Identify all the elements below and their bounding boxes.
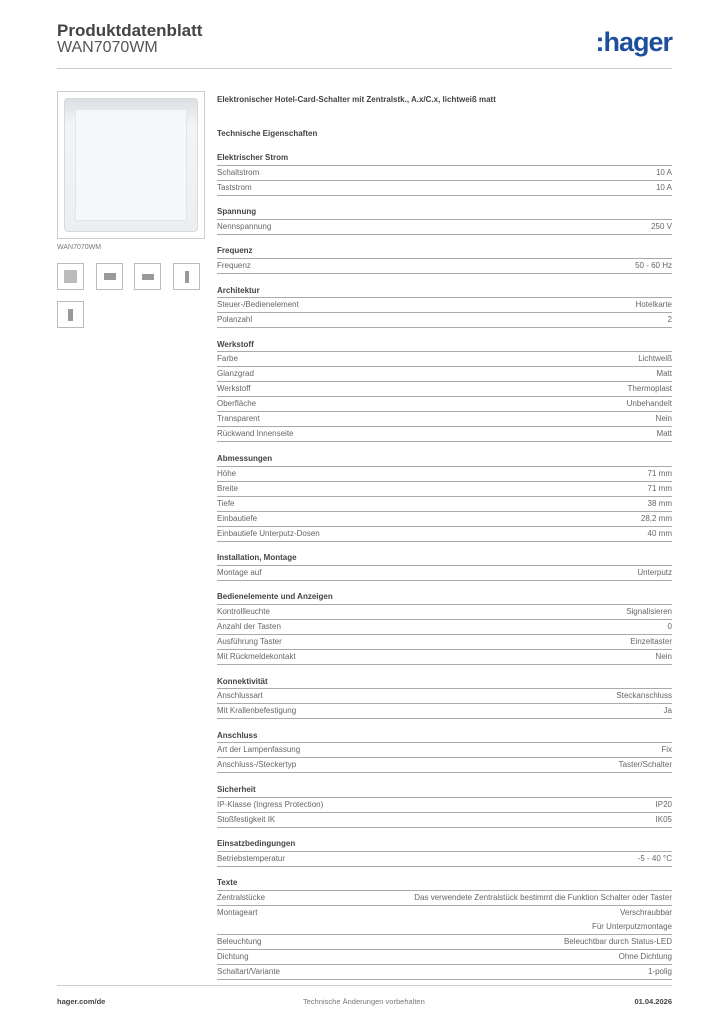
spec-row (217, 950, 672, 965)
spec-label: Ausführung Taster (217, 637, 282, 646)
spec-label: IP-Klasse (Ingress Protection) (217, 799, 324, 809)
product-image (57, 91, 205, 239)
spec-value: Ja (663, 706, 672, 716)
spec-label: Oberfläche (217, 399, 257, 409)
spec-row (217, 965, 672, 980)
spec-label: Schaltstrom (217, 167, 260, 177)
spec-value: IP20 (655, 799, 672, 809)
spec-section (217, 551, 672, 581)
spec-label: Höhe (217, 468, 237, 478)
spec-value: Matt (656, 429, 672, 439)
section-heading: Abmessungen (217, 452, 672, 467)
spec-value: 71 mm (647, 468, 672, 478)
spec-value: Einzeltaster (630, 637, 672, 646)
spec-label: Anzahl der Tasten (217, 622, 281, 631)
spec-row (217, 689, 672, 704)
section-heading: Texte (217, 876, 672, 891)
spec-label: Kontrollleuchte (217, 607, 270, 616)
footer-notice: Technische Änderungen vorbehalten (303, 997, 425, 1006)
section-heading: Spannung (217, 205, 672, 220)
section-heading: Anschluss (217, 729, 672, 744)
spec-row (217, 497, 672, 512)
spec-label: Nennspannung (217, 221, 272, 231)
spec-row (217, 181, 672, 196)
spec-value: Unbehandelt (626, 399, 672, 409)
spec-section (217, 244, 672, 274)
section-heading: Werkstoff (217, 338, 672, 353)
spec-value: 0 (667, 622, 672, 631)
spec-value: -5 - 40 °C (637, 853, 672, 863)
spec-value: Ohne Dichtung (618, 951, 672, 961)
spec-row (217, 298, 672, 313)
spec-row (217, 704, 672, 719)
spec-label: Betriebstemperatur (217, 853, 286, 863)
spec-row (217, 166, 672, 181)
spec-row (217, 620, 672, 635)
spec-label: Beleuchtung (217, 936, 262, 946)
section-heading: Installation, Montage (217, 551, 672, 566)
spec-value: 2 (667, 315, 672, 325)
spec-value: Matt (656, 369, 672, 379)
tech-heading: Technische Eigenschaften (217, 129, 318, 138)
thumbnail-bottom-view[interactable] (134, 263, 161, 290)
spec-label: Tiefe (217, 498, 235, 508)
spec-row (217, 427, 672, 442)
spec-value: Beleuchtbar durch Status-LED (563, 936, 672, 946)
spec-value: Taster/Schalter (618, 760, 672, 770)
spec-section (217, 284, 672, 329)
spec-label: Art der Lampenfassung (217, 745, 301, 755)
spec-row (217, 412, 672, 427)
spec-value: 10 A (655, 167, 672, 177)
spec-value: Unterputz (637, 567, 672, 577)
footer-website[interactable]: hager.com/de (57, 997, 106, 1006)
spec-row (217, 891, 672, 906)
spec-section (217, 783, 672, 828)
spec-section (217, 452, 672, 542)
product-description: Elektronischer Hotel-Card-Schalter mit Zentralstk., A.x/C.x, lichtweiß matt (217, 95, 496, 104)
spec-value: Fix (661, 745, 672, 755)
footer-date: 01.04.2026 (634, 997, 672, 1006)
thumbnail-front-view[interactable] (57, 263, 84, 290)
spec-row (217, 382, 672, 397)
spec-value: 250 V (651, 221, 672, 231)
thumbnail-top-view[interactable] (96, 263, 123, 290)
section-heading: Einsatzbedingungen (217, 837, 672, 852)
section-heading: Elektrischer Strom (217, 151, 672, 166)
spec-value: Das verwendete Zentralstück bestimmt die Funktion Schalter oder Taster (414, 892, 672, 902)
spec-label: Werkstoff (217, 384, 251, 394)
spec-label: Transparent (217, 414, 260, 424)
spec-row (217, 813, 672, 828)
spec-section (217, 675, 672, 720)
spec-value: Steckanschluss (616, 691, 672, 701)
spec-row (217, 352, 672, 367)
spec-value: Hotelkarte (635, 300, 672, 310)
spec-row (217, 605, 672, 620)
spec-value: Nein (655, 414, 672, 424)
thumbnail-side-left-view[interactable] (57, 301, 84, 328)
section-heading: Architektur (217, 284, 672, 299)
hager-logo: :hager (595, 27, 672, 57)
spec-row (217, 935, 672, 950)
spec-row (217, 527, 672, 542)
spec-sections (217, 151, 672, 980)
spec-label: Breite (217, 483, 238, 493)
spec-value: Thermoplast (627, 384, 672, 394)
spec-label: Farbe (217, 354, 238, 364)
spec-value: 1-polig (647, 966, 672, 976)
spec-value: 28,2 mm (640, 513, 672, 523)
spec-label: Rückwand Innenseite (217, 429, 294, 439)
spec-label: Montageart (217, 907, 258, 917)
image-caption: WAN7070WM (57, 244, 102, 251)
spec-section (217, 205, 672, 235)
spec-label: Dichtung (217, 951, 249, 961)
spec-row (217, 467, 672, 482)
spec-row (217, 743, 672, 758)
section-heading: Konnektivität (217, 675, 672, 690)
spec-section (217, 729, 672, 774)
spec-row (217, 852, 672, 867)
spec-value: 38 mm (647, 498, 672, 508)
spec-label: Schaltart/Variante (217, 966, 280, 976)
spec-value: 40 mm (647, 528, 672, 538)
spec-row (217, 259, 672, 274)
spec-label: Montage auf (217, 567, 262, 577)
spec-value: 10 A (655, 182, 672, 192)
section-heading: Bedienelemente und Anzeigen (217, 590, 672, 605)
spec-label: Anschluss-/Steckertyp (217, 760, 297, 770)
spec-label: Steuer-/Bedienelement (217, 300, 299, 310)
spec-value: 50 - 60 Hz (635, 261, 672, 271)
spec-label: Taststrom (217, 182, 252, 192)
spec-label: Anschlussart (217, 691, 263, 701)
product-code: WAN7070WM (57, 39, 158, 56)
section-heading: Frequenz (217, 244, 672, 259)
spec-section (217, 876, 672, 980)
spec-label: Einbautiefe Unterputz-Dosen (217, 528, 320, 538)
footer-divider (57, 985, 672, 986)
spec-row (217, 313, 672, 328)
spec-label: Mit Rückmeldekontakt (217, 652, 296, 661)
spec-row (217, 650, 672, 665)
page-title: Produktdatenblatt (57, 21, 203, 40)
spec-section (217, 837, 672, 867)
spec-label: Einbautiefe (217, 513, 258, 523)
section-heading: Sicherheit (217, 783, 672, 798)
spec-label: Zentralstücke (217, 892, 266, 902)
thumbnail-side-right-view[interactable] (173, 263, 200, 290)
spec-value: Signalisieren (626, 607, 672, 616)
spec-section (217, 590, 672, 665)
spec-row (217, 397, 672, 412)
spec-label: Stoßfestigkeit IK (217, 814, 276, 824)
spec-row (217, 367, 672, 382)
spec-label: Polanzahl (217, 315, 253, 325)
spec-value: Verschraubbar Für Unterputzmontage (591, 907, 672, 931)
spec-row (217, 635, 672, 650)
spec-value: IK05 (655, 814, 672, 824)
spec-value: Nein (655, 652, 672, 661)
spec-row (217, 220, 672, 235)
header-divider (57, 68, 672, 69)
datasheet-content (217, 95, 672, 989)
spec-section (217, 338, 672, 443)
spec-row (217, 482, 672, 497)
spec-row (217, 906, 672, 935)
spec-label: Frequenz (217, 261, 251, 271)
spec-section (217, 151, 672, 196)
spec-row (217, 758, 672, 773)
spec-label: Glanzgrad (217, 369, 254, 379)
spec-value: Lichtweiß (638, 354, 672, 364)
spec-row (217, 798, 672, 813)
spec-value: 71 mm (647, 483, 672, 493)
spec-row (217, 566, 672, 581)
spec-label: Mit Krallenbefestigung (217, 706, 297, 716)
spec-row (217, 512, 672, 527)
